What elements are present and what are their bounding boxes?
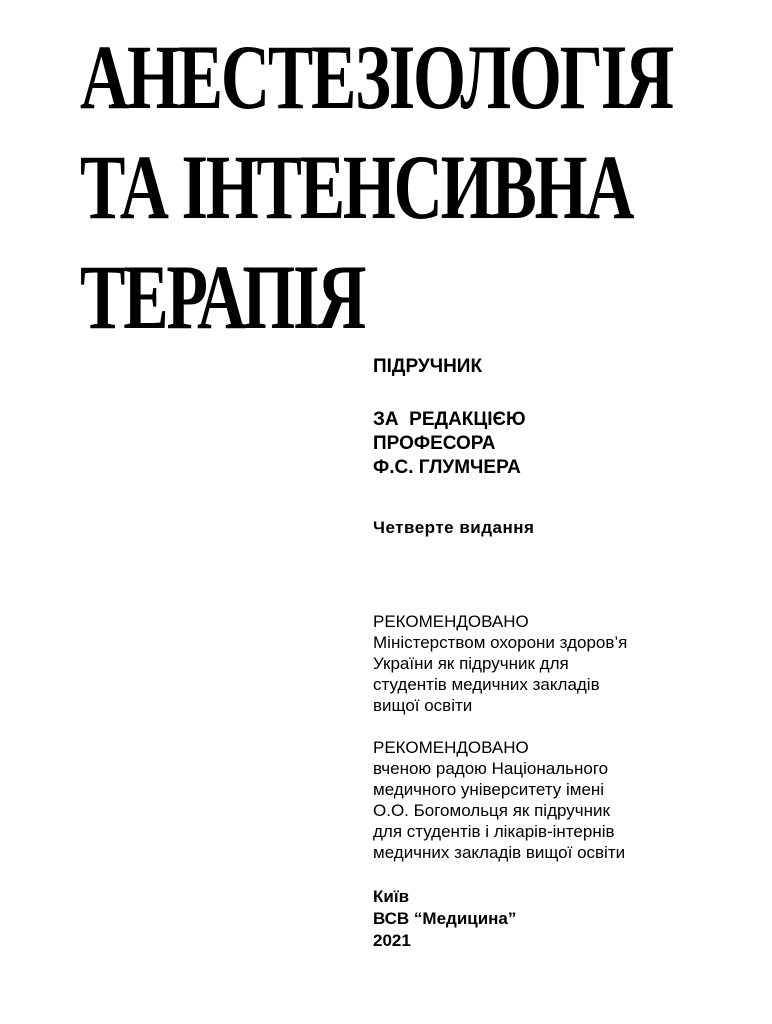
imprint-city: Київ (373, 887, 410, 906)
recommendation-ministry-heading: РЕКОМЕНДОВАНО (373, 612, 529, 631)
recommendation-university-line-1: вченою радою Національного (373, 759, 609, 778)
book-genre: ПІДРУЧНИК (373, 356, 483, 377)
recommendation-ministry-line-3: студентів медичних закладів (373, 675, 600, 694)
title-line-2: ТА ІНТЕНСИВНА (80, 136, 633, 238)
imprint-publisher: ВСВ “Медицина” (373, 909, 517, 928)
editor-line-3: Ф.С. ГЛУМЧЕРА (373, 457, 521, 478)
recommendation-university-heading: РЕКОМЕНДОВАНО (373, 738, 529, 757)
edition-label: Четверте видання (373, 518, 535, 537)
editor-line-2: ПРОФЕСОРА (373, 433, 496, 454)
imprint-block (373, 886, 763, 952)
recommendation-university-line-2: медичного університету імені (373, 780, 605, 799)
recommendation-university-line-4: для студентів і лікарів-інтернів (373, 822, 615, 841)
recommendation-university (373, 737, 763, 863)
editor-line-1: ЗА РЕДАКЦІЄЮ (373, 409, 526, 430)
recommendation-ministry-line-1: Міністерством охорони здоров’я (373, 633, 628, 652)
imprint-year: 2021 (373, 931, 411, 950)
recommendation-university-line-5: медичних закладів вищої освіти (373, 843, 626, 862)
recommendation-ministry (373, 611, 763, 716)
recommendation-ministry-line-4: вищої освіти (373, 696, 473, 715)
recommendation-ministry-line-2: України як підручник для (373, 654, 569, 673)
book-title (80, 22, 700, 352)
editor-block (373, 408, 763, 480)
title-line-1: АНЕСТЕЗІОЛОГІЯ (80, 26, 672, 128)
title-line-3: ТЕРАПІЯ (80, 246, 365, 348)
recommendation-university-line-3: О.О. Богомольця як підручник (373, 801, 610, 820)
